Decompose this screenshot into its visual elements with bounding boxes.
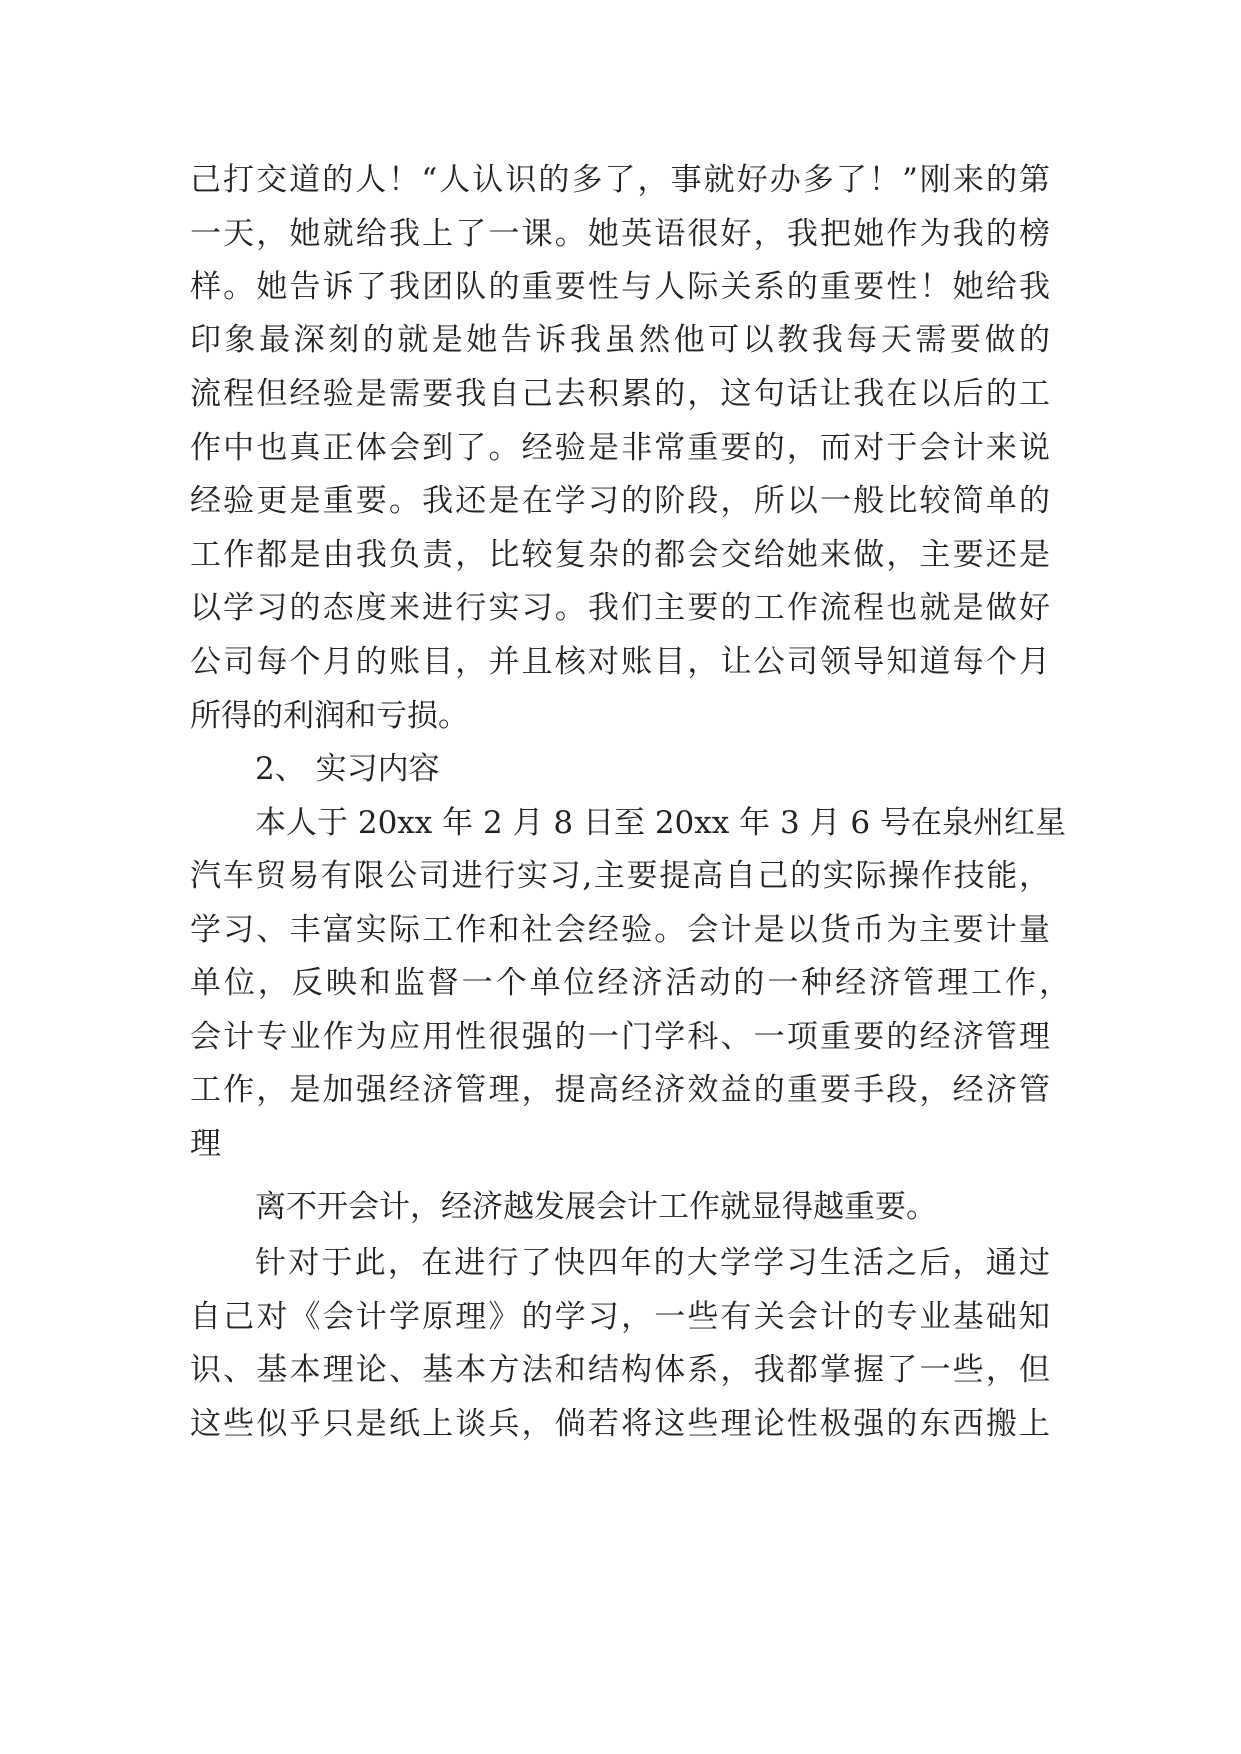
text-line: 这些似乎只是纸上谈兵，倘若将这些理论性极强的东西搬上 (190, 1406, 1050, 1442)
text-line: 公司每个月的账目，并且核对账目，让公司领导知道每个月 (190, 644, 1050, 680)
text-line: 理 (190, 1126, 221, 1162)
text-line: 会计专业作为应用性很强的一门学科、一项重要的经济管理 (190, 1019, 1050, 1055)
text-line: 所得的利润和亏损。 (190, 698, 469, 734)
text-line: 工作，是加强经济管理，提高经济效益的重要手段，经济管 (190, 1072, 1050, 1108)
text-line: 汽车贸易有限公司进行实习,主要提高自己的实际操作技能， (190, 858, 1050, 894)
text-line: 己打交道的人！“人认识的多了，事就好办多了！”刚来的第 (190, 162, 1050, 198)
text-line: 一天，她就给我上了一课。她英语很好，我把她作为我的榜 (190, 216, 1050, 252)
text-line: 自己对《会计学原理》的学习，一些有关会计的专业基础知 (190, 1299, 1050, 1335)
text-line: 流程但经验是需要我自己去积累的，这句话让我在以后的工 (190, 376, 1050, 412)
text-line: 学习、丰富实际工作和社会经验。会计是以货币为主要计量 (190, 912, 1050, 948)
text-line: 工作都是由我负责，比较复杂的都会交给她来做，主要还是 (190, 537, 1050, 573)
text-line: 印象最深刻的就是她告诉我虽然他可以教我每天需要做的 (190, 322, 1050, 358)
text-line: 以学习的态度来进行实习。我们主要的工作流程也就是做好 (190, 590, 1050, 626)
text-line: 单位，反映和监督一个单位经济活动的一种经济管理工作， (190, 965, 1070, 1001)
text-line: 本人于 20xx 年 2 月 8 日至 20xx 年 3 月 6 号在泉州红星 (255, 805, 1066, 841)
text-line: 经验更是重要。我还是在学习的阶段，所以一般比较简单的 (190, 483, 1050, 519)
text-line: 作中也真正体会到了。经验是非常重要的，而对于会计来说 (190, 430, 1050, 466)
text-line: 识、基本理论、基本方法和结构体系，我都掌握了一些，但 (190, 1352, 1050, 1388)
text-line: 样。她告诉了我团队的重要性与人际关系的重要性！她给我 (190, 269, 1050, 305)
text-line: 针对于此，在进行了快四年的大学学习生活之后，通过 (255, 1245, 1050, 1281)
section-heading: 2、 实习内容 (255, 751, 440, 787)
text-line: 离不开会计，经济越发展会计工作就显得越重要。 (255, 1189, 937, 1225)
